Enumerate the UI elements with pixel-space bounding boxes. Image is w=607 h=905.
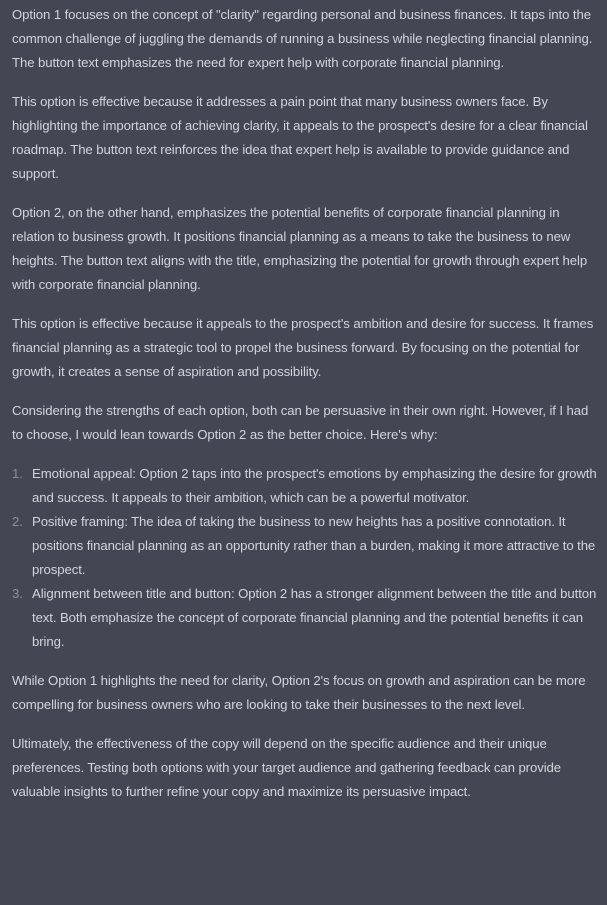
list-item: [12, 462, 602, 510]
paragraph-option2-effectiveness: This option is effective because it appeals to the prospect's ambition and desire for success. It frames financial planning as a strategic tool to propel the business forward. By focusing on the potential for growth, it creates a sense of aspiration and possibility.: [12, 316, 594, 379]
paragraph-option1-effectiveness: This option is effective because it addresses a pain point that many business owners face. By highlighting the importance of achieving clarity, it appeals to the prospect's desire for a clear financial roadmap. The button text reinforces the idea that expert help is available to provide guidance and support.: [12, 94, 588, 181]
paragraph-option2-summary: Option 2, on the other hand, emphasizes the potential benefits of corporate financial planning in relation to business growth. It positions financial planning as a means to take the business to new heights. The button text aligns with the title, emphasizing the potential for growth through expert help with corporate financial planning.: [12, 205, 588, 292]
list-item-text: Emotional appeal: Option 2 taps into the prospect's emotions by emphasizing the desire for growth and success. It appeals to their ambition, which can be a powerful motivator.: [32, 466, 597, 505]
list-item-number: 3.: [12, 586, 23, 601]
list-item-number: 2.: [12, 514, 23, 529]
paragraph-option1-summary: Option 1 focuses on the concept of "clarity" regarding personal and business finances. It taps into the common challenge of juggling the demands of running a business while neglecting financial planning. The button text emphasizes the need for expert help with corporate financial planning.: [12, 7, 593, 70]
paragraph-comparison: While Option 1 highlights the need for clarity, Option 2's focus on growth and aspiration can be more compelling for business owners who are looking to take their businesses to the next level.: [12, 673, 586, 712]
paragraph-conclusion: Ultimately, the effectiveness of the copy will depend on the specific audience and their unique preferences. Testing both options with your target audience and gathering feedback can provide valuable insights to further refine your copy and maximize its persuasive impact.: [12, 736, 561, 799]
list-item-text: Alignment between title and button: Option 2 has a stronger alignment between the title and button text. Both emphasize the concept of corporate financial planning and the potential benefits it can bring.: [32, 586, 597, 649]
list-item: [12, 510, 602, 582]
list-item-text: Positive framing: The idea of taking the business to new heights has a positive connotation. It positions financial planning as an opportunity rather than a burden, making it more attractive to the prospect.: [32, 514, 596, 577]
paragraph-recommendation: Considering the strengths of each option, both can be persuasive in their own right. However, if I had to choose, I would lean towards Option 2 as the better choice. Here's why:: [12, 403, 589, 442]
reasons-list: [12, 462, 602, 654]
list-item-number: 1.: [12, 466, 23, 481]
list-item: [12, 582, 602, 654]
assistant-message: [12, 3, 602, 819]
